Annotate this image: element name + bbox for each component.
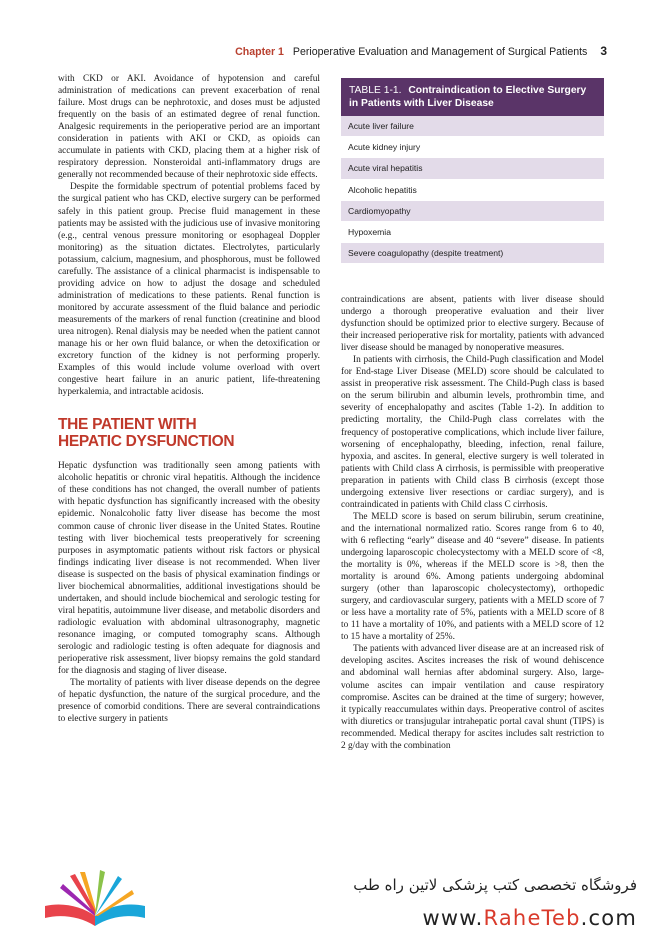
- table-row: Severe coagulopathy (despite treatment): [341, 243, 604, 264]
- open-book-logo-icon: [40, 866, 150, 934]
- url-suffix: .com: [580, 906, 637, 930]
- brand-name: فروشگاه تخصصی کتب پزشکی لاتین راه طب: [353, 876, 637, 894]
- table-row: Alcoholic hepatitis: [341, 180, 604, 201]
- table-row: Acute viral hepatitis: [341, 158, 604, 179]
- publisher-footer: [0, 862, 659, 940]
- table-caption: Contraindication to Elective Surgery in Patients with Liver Disease: [349, 85, 587, 109]
- body-paragraph: The mortality of patients with liver disease depends on the degree of hepatic dysfunction, the nature of the surgical procedure, and the presence of comorbid conditions. There are several contraindications to elective surgery in patients: [58, 678, 320, 725]
- table-title: [341, 78, 604, 116]
- section-heading-line: HEPATIC DYSFUNCTION: [58, 433, 235, 451]
- body-paragraph: Hepatic dysfunction was traditionally seen among patients with alcoholic hepatitis or chronic viral hepatitis. Although the incidence of these conditions has not changed, the overall number of patients with hepatic dysfunction has significantly increased with the obesity epidemic. Nonalcoholic fatty liver disease has become the most common cause of chronic liver disease in the United States. Routine testing with liver biochemical tests preoperatively for screening purposes in asymptomatic patients without risk factors or physical findings indicating liver disease is not recommended. When liver disease is suspected on the basis of physical examination findings or liver biochemical abnormalities, additional investigations should be undertaken, and should include biochemical and serologic testing for viral hepatitis, autoimmune liver disease, and metabolic disorders and radiologic evaluation with abdominal ultrasonography, magnetic resonance imaging, or computed tomography scans. Although serologic and radiologic testing is often adequate for diagnosis and perioperative risk assessment, liver biopsy remains the gold standard for the diagnosis and staging of liver disease.: [58, 461, 320, 677]
- section-heading: [58, 416, 320, 450]
- body-paragraph: contraindications are absent, patients with liver disease should undergo a thorough preoperative evaluation and their liver dysfunction should be optimized prior to elective surgery. Because of their increased perioperative risk for mortality, patients with advanced liver disease should be managed by nonoperative measures.: [341, 295, 604, 354]
- body-paragraph: Despite the formidable spectrum of potential problems faced by the surgical patient who has CKD, elective surgery can be performed safely in this patient group. Precise fluid management in these patients may be assisted with the judicious use of invasive monitoring (e.g., central venous pressure monitoring or esophageal Doppler monitoring) as the situation dictates. Electrolytes, particularly potassium, calcium, magnesium, and phosphorous, must be followed carefully. The assistance of a clinical pharmacist is indispensable to providing advice on how to adjust the dosage and scheduled administration of medications to these patients. Renal function is monitored by accurate assessment of the fluid balance and periodic measurements of the markers of renal function (creatinine and blood urea nitrogen). Renal dialysis may be needed when the patient cannot manage his or her own fluid balance, or when the detoxification or excretory function of the kidney is not performing properly. Examples of this would include volume overload with overt congestive heart failure in an anuric patient, life-threatening hyperkalemia, and intractable acidosis.: [58, 182, 320, 398]
- url-prefix: www.: [422, 906, 484, 930]
- left-column: [58, 73, 320, 725]
- chapter-title: Perioperative Evaluation and Management of Surgical Patients: [292, 46, 588, 58]
- body-paragraph: The patients with advanced liver disease are at an increased risk of developing ascites. Ascites increases the risk of wound dehiscence and abdominal wall hernias after abdominal surgery. Also, large-volume ascites can impair ventilation and cause respiratory compromise. Ascites can be drained at the time of surgery; however, it typically reaccumulates within days. Preoperative control of ascites with diuretics or transjugular intrahepatic portal caval shunt (TIPS) is recommended. Medical therapy for ascites includes salt restriction to 2 g/day with the combination: [341, 644, 604, 751]
- body-paragraph: The MELD score is based on serum bilirubin, serum creatinine, and the international normalized ratio. Scores range from 6 to 40, with 6 reflecting “early” disease and 40 “severe” disease. In patients undergoing laparoscopic cholecystectomy with a MELD score of <8, the mortality is 0%, whereas if the MELD score is >8, then the mortality is around 6%. Among patients undergoing abdominal surgery (other than laparoscopic cholecystectomy), orthopedic surgery, and cardiovascular surgery, patients with a MELD score of 7 or less have a mortality rate of 5%, patients with a MELD score of 8 to 11 have a mortality of 10%, and patients with a MELD score of 12 to 15 have a mortality of 25%.: [341, 511, 604, 643]
- chapter-label: Chapter 1: [235, 46, 284, 58]
- right-column: [341, 294, 604, 752]
- running-header: [200, 44, 607, 58]
- section-heading-line: THE PATIENT WITH: [58, 416, 197, 434]
- contraindication-table: [341, 78, 604, 264]
- table-row: Acute liver failure: [341, 116, 604, 137]
- brand-url: [422, 906, 637, 930]
- body-paragraph: In patients with cirrhosis, the Child-Pugh classification and Model for End-stage Liver Disease (MELD) score should be calculated to assist in preoperative risk assessment. The Child-Pugh class is based on the serum bilirubin and albumin levels, prothrombin time, and severity of encephalopathy and ascites (Table 1-2). In addition to predicting mortality, the Child-Pugh class correlates with the frequency of postoperative complications, which include liver failure, worsening of encephalopathy, bleeding, infection, renal failure, hypoxia, and ascites. In general, elective surgery is well tolerated in patients with Child class A cirrhosis, is permissible with preoperative preparation in patients with Child class B cirrhosis (except those undergoing extensive liver resections or cardiac surgery), and is contraindicated in patients with Child class C cirrhosis.: [341, 355, 604, 510]
- page-number: 3: [600, 44, 607, 58]
- url-accent: RaheTeb: [483, 906, 581, 930]
- table-row: Cardiomyopathy: [341, 201, 604, 222]
- table-row: Acute kidney injury: [341, 137, 604, 158]
- table-row: Hypoxemia: [341, 222, 604, 243]
- table-number: TABLE 1-1.: [349, 85, 402, 96]
- body-paragraph: with CKD or AKI. Avoidance of hypotension and careful administration of medications can prevent exacerbation of renal failure. Most drugs can be nephrotoxic, and doses must be adjusted frequently on the basis of an estimated degree of renal function. Analgesic requirements in the perioperative period are an important consideration in patients with AKI or CKD, as opioids can accumulate in patients with CKD, placing them at a higher risk of respiratory depression. Nonsteroidal anti-inflammatory drugs are generally not recommended because of their nephrotoxic side effects.: [58, 74, 320, 181]
